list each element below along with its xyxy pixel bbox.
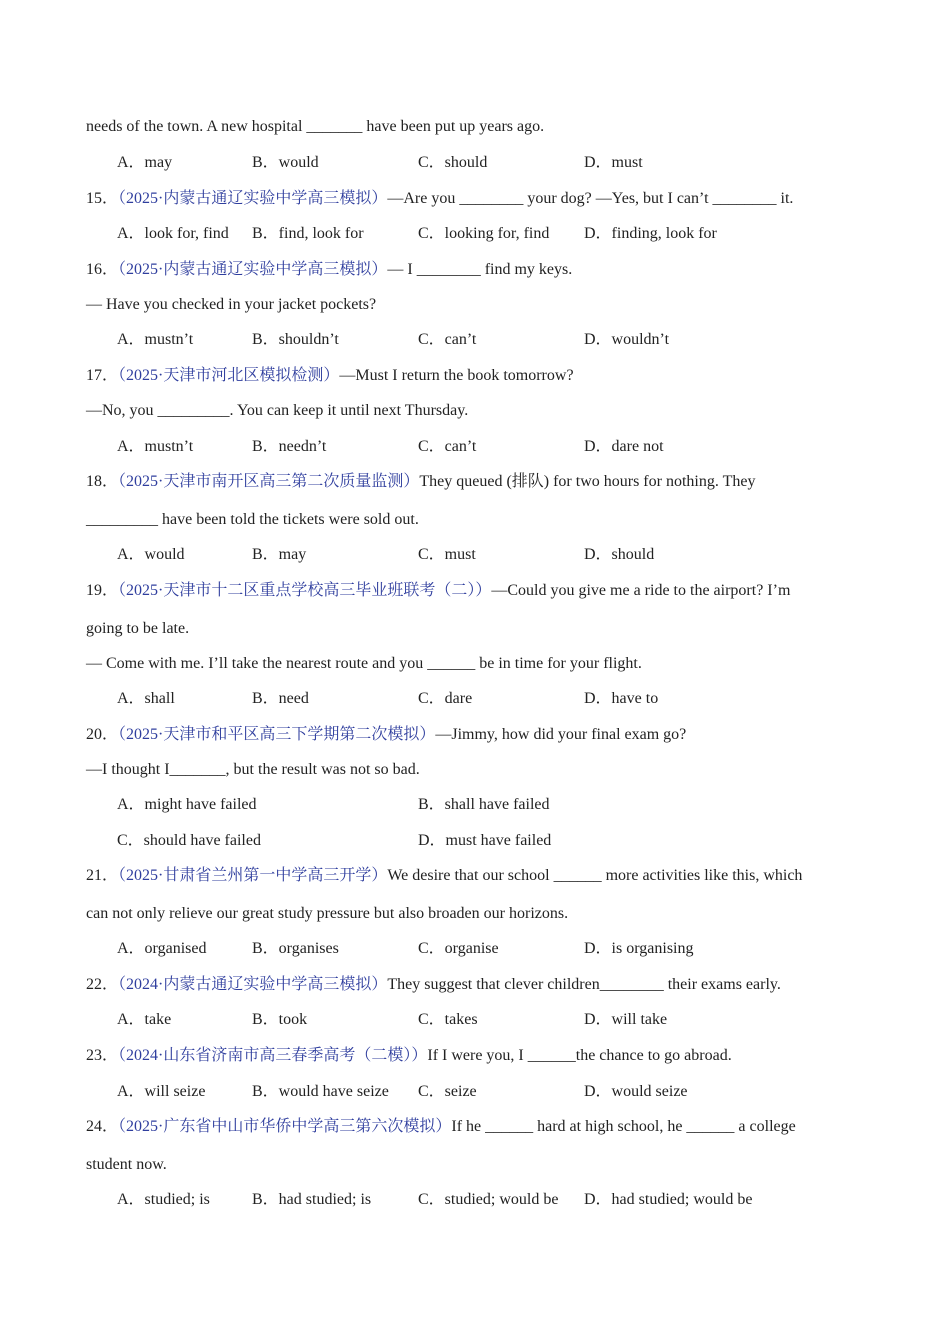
option-c[interactable]: C．organise [418, 940, 499, 957]
question-text: They queued (排队) for two hours for nothing. They [419, 473, 756, 490]
question-number: 19． [86, 582, 119, 599]
option-d[interactable]: D．had studied; would be [584, 1191, 753, 1208]
question-number: 20． [86, 726, 119, 743]
options-row [0, 939, 950, 959]
option-c[interactable]: C．should have failed [117, 832, 261, 849]
option-c[interactable]: C．studied; would be [418, 1191, 559, 1208]
option-c[interactable]: C．takes [418, 1011, 478, 1028]
question-text: —Could you give me a ride to the airport? I’m [491, 582, 791, 599]
option-b[interactable]: B．shall have failed [418, 796, 550, 813]
question-number: 21． [86, 867, 119, 884]
options-row [0, 330, 950, 350]
option-d[interactable]: D．must have failed [418, 832, 552, 849]
question-number: 18． [86, 473, 119, 490]
options-row [0, 1190, 950, 1210]
options-row [0, 153, 950, 173]
question-number: 16． [86, 261, 119, 278]
option-d[interactable]: D．would seize [584, 1083, 688, 1100]
question-source: （2024·内蒙古通辽实验中学高三模拟） [118, 976, 388, 993]
option-a[interactable]: A．look for, find [117, 225, 229, 242]
question-source: （2025·天津市河北区模拟检测） [118, 367, 340, 384]
question-source: （2024·山东省济南市高三春季高考（二模）） [118, 1047, 428, 1064]
option-d[interactable]: D．have to [584, 690, 659, 707]
option-d[interactable]: D．should [584, 546, 655, 563]
option-d[interactable]: D．dare not [584, 438, 664, 455]
option-b[interactable]: B．find, look for [252, 225, 364, 242]
text-line: —No, you _________. You can keep it until next Thursday. [86, 402, 469, 419]
question-text: —Are you ________ your dog? —Yes, but I can’t ________ it. [387, 190, 794, 207]
option-b[interactable]: B．needn’t [252, 438, 327, 455]
question-text: —Must I return the book tomorrow? [339, 367, 574, 384]
text-line: — Come with me. I’ll take the nearest route and you ______ be in time for your flight. [86, 655, 642, 672]
options-row [0, 1082, 950, 1102]
question-23 [86, 1046, 732, 1066]
option-c[interactable]: C．dare [418, 690, 473, 707]
question-text: If he ______ hard at high school, he ______ a college [451, 1118, 796, 1135]
option-c[interactable]: C．can’t [418, 331, 477, 348]
question-source: （2025·内蒙古通辽实验中学高三模拟） [118, 261, 388, 278]
option-a[interactable]: A．mustn’t [117, 438, 194, 455]
option-b[interactable]: B．had studied; is [252, 1191, 372, 1208]
option-b[interactable]: B．organises [252, 940, 339, 957]
option-d[interactable]: D．is organising [584, 940, 694, 957]
question-number: 17． [86, 367, 119, 384]
option-c[interactable]: C．can’t [418, 438, 477, 455]
question-22 [86, 975, 781, 995]
question-21 [86, 866, 802, 886]
question-15 [86, 189, 793, 209]
option-b[interactable]: B．would [252, 154, 319, 171]
option-a[interactable]: A．shall [117, 690, 175, 707]
option-d[interactable]: D．will take [584, 1011, 668, 1028]
option-c[interactable]: C．should [418, 154, 488, 171]
question-source: （2025·甘肃省兰州第一中学高三开学） [118, 867, 388, 884]
option-d[interactable]: D．must [584, 154, 643, 171]
option-a[interactable]: A．would [117, 546, 185, 563]
question-text: — I ________ find my keys. [387, 261, 573, 278]
question-18 [86, 472, 755, 492]
question-text: We desire that our school ______ more activities like this, which [387, 867, 803, 884]
question-20 [86, 725, 686, 745]
option-c[interactable]: C．seize [418, 1083, 477, 1100]
text-line: student now. [86, 1156, 167, 1173]
option-d[interactable]: D．finding, look for [584, 225, 717, 242]
option-a[interactable]: A．studied; is [117, 1191, 210, 1208]
question-16 [86, 260, 572, 280]
option-d[interactable]: D．wouldn’t [584, 331, 670, 348]
option-b[interactable]: B．may [252, 546, 307, 563]
option-a[interactable]: A．organised [117, 940, 207, 957]
options-row [0, 689, 950, 709]
question-text: They suggest that clever children________ their exams early. [387, 976, 781, 993]
option-b[interactable]: B．need [252, 690, 309, 707]
option-a[interactable]: A．take [117, 1011, 172, 1028]
option-b[interactable]: B．took [252, 1011, 308, 1028]
options-row [0, 545, 950, 565]
options-row [0, 1010, 950, 1030]
question-19 [86, 581, 790, 601]
text-line: can not only relieve our great study pressure but also broaden our horizons. [86, 905, 569, 922]
options-row [0, 437, 950, 457]
text-line: _________ have been told the tickets were sold out. [86, 511, 419, 528]
option-b[interactable]: B．shouldn’t [252, 331, 339, 348]
question-text: —Jimmy, how did your final exam go? [435, 726, 687, 743]
text-line: —I thought I_______, but the result was not so bad. [86, 761, 420, 778]
question-number: 15． [86, 190, 119, 207]
question-17 [86, 366, 574, 386]
options-row [0, 795, 950, 815]
question-24 [86, 1117, 796, 1137]
text-line: — Have you checked in your jacket pockets? [86, 296, 377, 313]
question-number: 22． [86, 976, 119, 993]
question-source: （2025·天津市南开区高三第二次质量监测） [118, 473, 420, 490]
question-source: （2025·内蒙古通辽实验中学高三模拟） [118, 190, 388, 207]
option-c[interactable]: C．must [418, 546, 476, 563]
question-source: （2025·广东省中山市华侨中学高三第六次模拟） [118, 1118, 452, 1135]
options-row [0, 224, 950, 244]
question-source: （2025·天津市和平区高三下学期第二次模拟） [118, 726, 436, 743]
text-line: needs of the town. A new hospital _______ have been put up years ago. [86, 118, 545, 135]
question-number: 24． [86, 1118, 119, 1135]
option-a[interactable]: A．mustn’t [117, 331, 194, 348]
option-a[interactable]: A．will seize [117, 1083, 206, 1100]
question-source: （2025·天津市十二区重点学校高三毕业班联考（二）） [118, 582, 492, 599]
question-text: If I were you, I ______the chance to go abroad. [427, 1047, 732, 1064]
option-c[interactable]: C．looking for, find [418, 225, 550, 242]
text-line: going to be late. [86, 620, 190, 637]
option-a[interactable]: A．might have failed [117, 796, 257, 813]
option-b[interactable]: B．would have seize [252, 1083, 389, 1100]
options-row [0, 831, 950, 851]
option-a[interactable]: A．may [117, 154, 173, 171]
question-number: 23． [86, 1047, 119, 1064]
